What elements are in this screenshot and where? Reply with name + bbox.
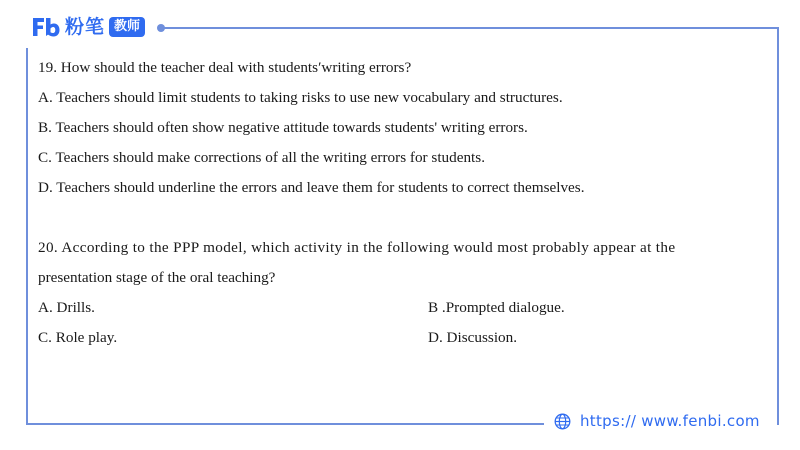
fb-logo-icon bbox=[31, 14, 61, 40]
question-19-stem: 19. How should the teacher deal with students′writing errors? bbox=[38, 59, 412, 76]
question-20-option-a: A. Drills. bbox=[38, 299, 95, 316]
frame-right-line bbox=[777, 27, 779, 425]
website-url[interactable]: https:// www.fenbi.com bbox=[580, 412, 760, 430]
question-19-option-a: A. Teachers should limit students to taking risks to use new vocabulary and structures. bbox=[38, 89, 563, 106]
question-19-option-c: C. Teachers should make corrections of all the writing errors for students. bbox=[38, 149, 485, 166]
teacher-badge: 教师 bbox=[109, 17, 145, 37]
footer-website[interactable] bbox=[554, 410, 760, 432]
globe-icon bbox=[554, 413, 571, 430]
question-20-stem-line1: 20. According to the PPP model, which activity in the following would most probably appear at the bbox=[38, 239, 676, 256]
question-20-option-d: D. Discussion. bbox=[428, 329, 518, 346]
brand-name: 粉笔 bbox=[65, 16, 106, 38]
fenbi-logo bbox=[31, 14, 145, 40]
question-20-option-b: B .Prompted dialogue. bbox=[428, 299, 565, 316]
question-19-option-b: B. Teachers should often show negative attitude towards students' writing errors. bbox=[38, 119, 528, 136]
frame-bottom-line bbox=[26, 423, 544, 425]
question-20-option-c: C. Role play. bbox=[38, 329, 118, 346]
frame-left-line bbox=[26, 48, 28, 425]
question-20-stem-line2: presentation stage of the oral teaching? bbox=[38, 269, 276, 286]
question-19-option-d: D. Teachers should underline the errors and leave them for students to correct themselves. bbox=[38, 179, 585, 196]
frame-top-line bbox=[162, 27, 779, 29]
